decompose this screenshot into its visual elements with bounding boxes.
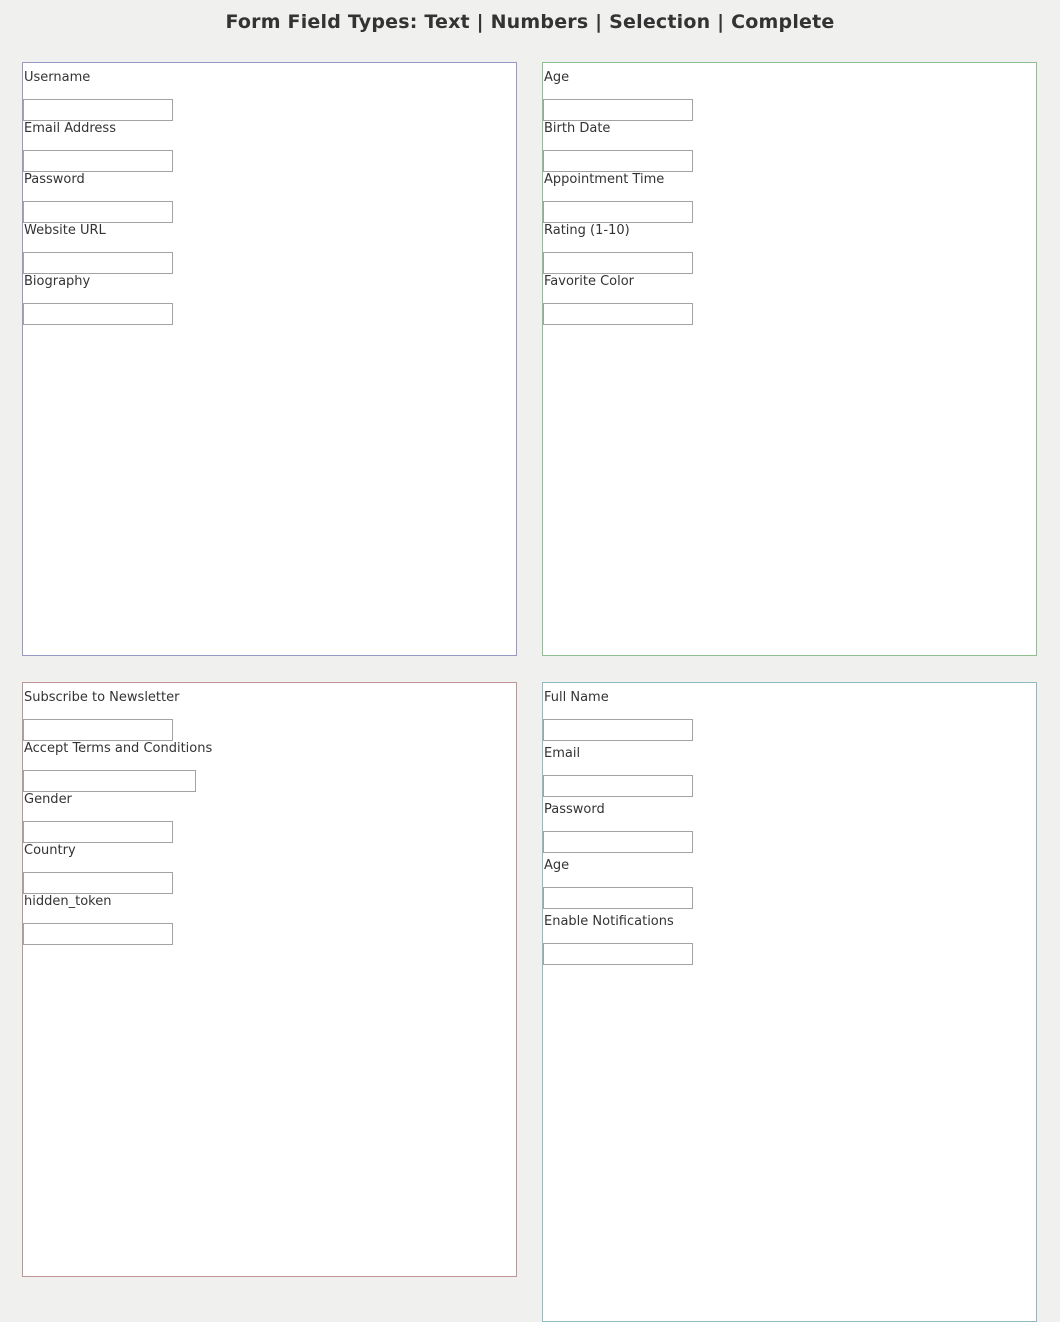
age-label: Age: [544, 858, 570, 873]
form-grid: [22, 62, 1037, 1322]
birth-date-input[interactable]: [543, 150, 693, 172]
field-birth-date: [543, 121, 1036, 172]
hidden-token-label: hidden_token: [24, 894, 112, 909]
email-input[interactable]: [543, 775, 693, 797]
field-age: [543, 858, 1036, 909]
field-favorite-color: [543, 274, 1036, 325]
field-email-address: [23, 121, 516, 172]
rating-1-10-label: Rating (1-10): [544, 223, 630, 238]
field-username: [23, 70, 516, 121]
email-address-input[interactable]: [23, 150, 173, 172]
biography-label: Biography: [24, 274, 91, 289]
field-subscribe-to-newsletter: [23, 690, 516, 741]
website-url-label: Website URL: [24, 223, 106, 238]
subscribe-to-newsletter-label: Subscribe to Newsletter: [24, 690, 180, 705]
field-password: [543, 802, 1036, 853]
field-accept-terms-and-conditions: [23, 741, 516, 792]
accept-terms-and-conditions-input[interactable]: [23, 770, 196, 792]
age-input[interactable]: [543, 99, 693, 121]
email-label: Email: [544, 746, 581, 761]
password-label: Password: [544, 802, 605, 817]
field-hidden-token: [23, 894, 516, 945]
age-label: Age: [544, 70, 570, 85]
country-label: Country: [24, 843, 76, 858]
field-biography: [23, 274, 516, 325]
birth-date-label: Birth Date: [544, 121, 611, 136]
panel-text-fields: [22, 62, 517, 656]
rating-1-10-input[interactable]: [543, 252, 693, 274]
enable-notifications-input[interactable]: [543, 943, 693, 965]
appointment-time-input[interactable]: [543, 201, 693, 223]
field-gender: [23, 792, 516, 843]
favorite-color-label: Favorite Color: [544, 274, 635, 289]
age-input[interactable]: [543, 887, 693, 909]
field-appointment-time: [543, 172, 1036, 223]
field-email: [543, 746, 1036, 797]
accept-terms-and-conditions-label: Accept Terms and Conditions: [24, 741, 213, 756]
email-address-label: Email Address: [24, 121, 116, 136]
enable-notifications-label: Enable Notifications: [544, 914, 674, 929]
hidden-token-input[interactable]: [23, 923, 173, 945]
gender-label: Gender: [24, 792, 72, 807]
field-rating-1-10: [543, 223, 1036, 274]
country-input[interactable]: [23, 872, 173, 894]
page-title: Form Field Types: Text | Numbers | Selection | Complete: [225, 11, 835, 33]
username-input[interactable]: [23, 99, 173, 121]
subscribe-to-newsletter-input[interactable]: [23, 719, 173, 741]
favorite-color-input[interactable]: [543, 303, 693, 325]
field-website-url: [23, 223, 516, 274]
panel-complete-fields: [542, 682, 1037, 1322]
biography-input[interactable]: [23, 303, 173, 325]
panel-selection-fields: [22, 682, 517, 1277]
password-label: Password: [24, 172, 85, 187]
password-input[interactable]: [23, 201, 173, 223]
website-url-input[interactable]: [23, 252, 173, 274]
field-password: [23, 172, 516, 223]
field-age: [543, 70, 1036, 121]
appointment-time-label: Appointment Time: [544, 172, 665, 187]
full-name-label: Full Name: [544, 690, 609, 705]
password-input[interactable]: [543, 831, 693, 853]
gender-input[interactable]: [23, 821, 173, 843]
panel-number-fields: [542, 62, 1037, 656]
full-name-input[interactable]: [543, 719, 693, 741]
field-country: [23, 843, 516, 894]
username-label: Username: [24, 70, 91, 85]
field-full-name: [543, 690, 1036, 741]
field-enable-notifications: [543, 914, 1036, 965]
